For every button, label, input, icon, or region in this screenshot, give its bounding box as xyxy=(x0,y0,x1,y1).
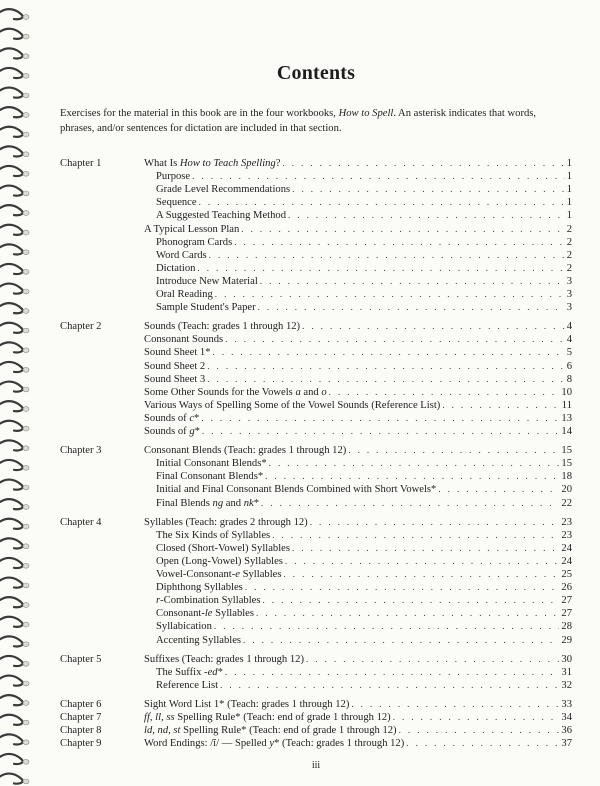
toc-entry xyxy=(156,581,572,594)
toc-entry-page: 22 xyxy=(561,497,572,509)
dot-leader xyxy=(351,698,559,711)
toc-entry xyxy=(144,360,572,373)
toc-entry-title-part: Sounds of xyxy=(144,412,190,424)
toc-entry-page: 13 xyxy=(561,412,572,424)
dot-leader xyxy=(265,470,559,483)
toc-entry-page: 2 xyxy=(566,236,572,248)
dot-leader xyxy=(207,373,564,386)
toc-entry-title-part: Closed (Short-Vowel) Syllables xyxy=(156,542,290,554)
dot-leader xyxy=(245,581,560,594)
toc-entry-page: 3 xyxy=(566,289,572,300)
toc-entry xyxy=(156,236,572,249)
toc-entry-title-part: * (Teach: grades 1 through 12) xyxy=(274,738,405,750)
toc-entry xyxy=(144,444,572,457)
toc-entry xyxy=(156,497,572,510)
toc-entry-page: 15 xyxy=(561,445,572,457)
dot-leader xyxy=(283,568,559,581)
toc-entry-page: 1 xyxy=(566,171,572,183)
dot-leader xyxy=(192,170,565,183)
dot-leader xyxy=(262,594,559,607)
toc-entry-title-part: Sounds of xyxy=(144,426,190,437)
toc-entry-page: 27 xyxy=(561,608,572,620)
toc-entry-title xyxy=(144,360,207,373)
toc-entry-title xyxy=(156,301,258,314)
spiral-coil xyxy=(0,558,29,568)
toc-entry-page: 8 xyxy=(566,373,572,385)
toc-entry-title xyxy=(156,262,197,275)
toc-entry-title-part: g xyxy=(189,426,195,437)
toc-entry-title-part: Purpose xyxy=(156,171,191,183)
spiral-coil xyxy=(0,244,29,254)
toc-entry xyxy=(144,373,572,386)
toc-entry-title xyxy=(144,737,406,750)
spiral-coil xyxy=(0,264,29,274)
dot-leader xyxy=(438,483,559,496)
spiral-binding xyxy=(0,0,34,786)
toc-entry-page: 25 xyxy=(561,569,572,580)
dot-leader xyxy=(202,425,559,438)
toc-entry-title xyxy=(144,346,213,359)
toc-entry xyxy=(156,483,572,496)
spiral-coil xyxy=(0,460,29,470)
toc-entry-title xyxy=(156,568,283,581)
toc-entry xyxy=(144,386,572,399)
dot-leader xyxy=(197,262,564,275)
dot-leader xyxy=(258,301,565,314)
dot-leader xyxy=(393,711,560,724)
toc-entry-page: 1 xyxy=(566,184,572,196)
toc-entry-title-part: Sound Sheet 2 xyxy=(144,360,206,372)
toc-entry-title-part: Sequence xyxy=(156,197,197,209)
toc-entry-title xyxy=(144,516,310,529)
toc-entry xyxy=(156,196,572,209)
toc-entry-page: 24 xyxy=(561,555,572,567)
toc-entry xyxy=(144,425,572,438)
toc-entry xyxy=(144,711,572,724)
toc-entry-title-part: Consonant Blends (Teach: grades 1 through 12) xyxy=(144,445,347,457)
spiral-coil xyxy=(0,323,29,333)
toc-entry-title xyxy=(144,724,399,737)
intro-text-after: . An asterisk indicates that words, phrases, and/or sentences for dictation are included in that section. xyxy=(60,108,537,134)
toc-entry xyxy=(144,653,572,666)
toc-entry xyxy=(144,346,572,359)
chapter-label: Chapter 8 xyxy=(60,725,102,737)
spiral-coil xyxy=(0,499,29,509)
toc-entry-title xyxy=(156,620,214,633)
toc-entry xyxy=(156,666,572,679)
toc-entry-title-part: Phonogram Cards xyxy=(156,236,233,248)
dot-leader xyxy=(261,497,559,510)
toc-entry-title-part: A Typical Lesson Plan xyxy=(144,223,240,235)
dot-leader xyxy=(207,360,564,373)
chapter-label: Chapter 2 xyxy=(60,321,102,333)
toc-entry xyxy=(156,170,572,183)
dot-leader xyxy=(234,236,564,249)
toc-entry xyxy=(156,209,572,222)
toc-entry-page: 2 xyxy=(566,262,572,274)
spiral-coil xyxy=(0,695,29,705)
toc-entry-title-part: The Suffix - xyxy=(156,666,208,678)
toc-entry-title-part: Various Ways of Spelling Some of the Vowel Sounds (Reference List) xyxy=(144,399,441,411)
toc-entry-title-part: * xyxy=(194,426,200,437)
toc-entry-title-part: Introduce New Material xyxy=(156,275,258,287)
toc-entry xyxy=(156,288,572,301)
spiral-coil xyxy=(0,440,29,450)
toc-entry-title xyxy=(156,634,243,647)
toc-entry xyxy=(144,737,572,750)
toc-entry-title-part: e xyxy=(235,569,240,580)
dot-leader xyxy=(213,346,565,359)
toc-entry-title-part: Suffixes (Teach: grades 1 through 12) xyxy=(144,653,304,665)
spiral-coil xyxy=(0,284,29,294)
spiral-coil xyxy=(0,186,29,196)
spiral-coil xyxy=(0,362,29,372)
chapter-label: Chapter 1 xyxy=(60,158,102,169)
spiral-coil xyxy=(0,9,29,19)
chapter-label: Chapter 9 xyxy=(60,738,102,750)
dot-leader xyxy=(306,653,559,666)
toc-entry-page: 1 xyxy=(566,197,572,209)
toc-entry-title-part: Syllabication xyxy=(156,621,212,633)
spiral-coil xyxy=(0,774,29,784)
toc-entry-title-part: ed xyxy=(207,666,218,678)
dot-leader xyxy=(302,320,565,333)
toc-entry-title-part: The Six Kinds of Syllables xyxy=(156,529,271,541)
toc-entry-page: 26 xyxy=(561,582,572,594)
chapter-label: Chapter 4 xyxy=(60,516,102,528)
toc-entry-title xyxy=(144,386,329,399)
toc-entry xyxy=(156,634,572,647)
toc-entry-title-part: o xyxy=(321,386,327,398)
spiral-coil xyxy=(0,29,29,39)
toc-entry-title-part: c xyxy=(189,412,195,424)
toc-entry xyxy=(156,275,572,288)
dot-leader xyxy=(292,183,565,196)
spiral-coil xyxy=(0,303,29,313)
toc-entry-title xyxy=(156,249,209,262)
toc-entry-title xyxy=(156,457,269,470)
toc-entry-page: 34 xyxy=(561,712,572,723)
page-title: Contents xyxy=(276,62,356,84)
toc-entry-title xyxy=(144,320,302,333)
spiral-coil xyxy=(0,88,29,98)
dot-leader xyxy=(201,412,559,425)
spiral-coil xyxy=(0,342,29,352)
toc-entry xyxy=(144,698,572,711)
contents-page xyxy=(60,0,572,786)
spiral-coil xyxy=(0,656,29,666)
toc-entry-page: 18 xyxy=(561,471,572,483)
toc-entry xyxy=(144,320,572,333)
toc-entry-title-part: Sample Student's Paper xyxy=(156,302,256,314)
spiral-coil xyxy=(0,734,29,744)
dot-leader xyxy=(256,607,559,620)
toc-entry-title xyxy=(156,542,292,555)
dot-leader xyxy=(310,516,560,529)
toc-entry-title-part: * xyxy=(253,497,259,509)
toc-entry-title xyxy=(144,399,442,412)
toc-entry-title xyxy=(144,698,351,711)
spiral-coil xyxy=(0,48,29,58)
toc-entry xyxy=(156,262,572,275)
toc-entry-title xyxy=(156,470,265,483)
toc-entry-title-part: Syllables xyxy=(212,608,255,620)
page-number: iii xyxy=(311,760,321,771)
dot-leader xyxy=(442,399,559,412)
toc-entry xyxy=(156,470,572,483)
toc-entry xyxy=(156,620,572,633)
toc-entry-title-part: Initial Consonant Blends* xyxy=(156,458,267,470)
spiral-coil xyxy=(0,538,29,548)
toc-entry-title-part: What Is xyxy=(144,158,180,169)
toc-entry-title-part: Final Consonant Blends* xyxy=(156,471,264,483)
toc-entry-title-part: Consonant- xyxy=(156,608,205,620)
toc-entry xyxy=(144,516,572,529)
toc-entry-title-part: and xyxy=(223,497,244,509)
toc-entry-page: 37 xyxy=(561,738,572,750)
toc-entry-title xyxy=(156,275,260,288)
toc-entry-title-part: * xyxy=(217,666,223,678)
dot-leader xyxy=(282,157,564,170)
toc-entry xyxy=(156,555,572,568)
spiral-coil xyxy=(0,127,29,137)
toc-entry-page: 2 xyxy=(566,249,572,261)
toc-entry-title-part: nk xyxy=(243,497,254,509)
dot-leader xyxy=(225,666,560,679)
toc-entry-title-part: * xyxy=(194,412,200,424)
toc-entry-page: 2 xyxy=(566,223,572,235)
toc-entry-title xyxy=(156,196,199,209)
dot-leader xyxy=(329,386,560,399)
dot-leader xyxy=(225,333,565,346)
toc-entry-title-part: ff, ll, ss xyxy=(144,712,175,723)
toc-entry-title xyxy=(144,157,282,170)
workbook-title: How to Spell xyxy=(338,108,394,119)
spiral-coil xyxy=(0,146,29,156)
toc-entry-title-part: ? xyxy=(275,158,281,169)
toc-entry-title-part: Open (Long-Vowel) Syllables xyxy=(156,555,283,567)
toc-entry-title-part: Dictation xyxy=(156,262,196,274)
toc-entry-title-part: Syllables (Teach: grades 2 through 12) xyxy=(144,516,308,528)
toc-entry xyxy=(156,529,572,542)
toc-entry-title-part: Spelling Rule* (Teach: end of grade 1 through 12) xyxy=(180,725,397,737)
dot-leader xyxy=(214,620,560,633)
toc-entry-title-part: Some Other Sounds for the Vowels xyxy=(144,386,296,398)
dot-leader xyxy=(220,679,559,692)
toc-entry-title-part: Consonant Sounds xyxy=(144,334,224,346)
toc-entry xyxy=(144,333,572,346)
toc-entry-page: 33 xyxy=(561,698,572,710)
toc-entry-title xyxy=(144,333,225,346)
toc-entry-title-part: -Combination Syllables xyxy=(160,595,261,607)
toc-entry-page: 1 xyxy=(566,158,572,169)
spiral-coil xyxy=(0,382,29,392)
toc-entry-title xyxy=(156,183,292,196)
dot-leader xyxy=(272,529,559,542)
toc-entry-page: 1 xyxy=(566,210,572,222)
toc-entry-title xyxy=(144,425,202,438)
toc-entry-page: 27 xyxy=(561,595,572,607)
dot-leader xyxy=(199,196,565,209)
toc-entry-title-part: Vowel-Consonant- xyxy=(156,569,236,580)
toc-entry-page: 28 xyxy=(561,621,572,633)
toc-entry-title xyxy=(156,170,192,183)
dot-leader xyxy=(285,555,559,568)
toc-entry-page: 11 xyxy=(561,399,572,411)
spiral-coil xyxy=(0,225,29,235)
toc-entry-title-part: ng xyxy=(212,497,224,509)
toc-entry-title-part: and xyxy=(300,386,322,398)
toc-entry-title-part: Initial and Final Consonant Blends Combined with Short Vowels* xyxy=(156,484,437,496)
toc-entry-title-part: Sight Word List 1* (Teach: grades 1 through 12) xyxy=(144,698,350,710)
toc-entry-title xyxy=(144,373,207,386)
intro-text-before: Exercises for the material in this book are in the four workbooks, xyxy=(60,108,339,119)
toc-entry xyxy=(156,457,572,470)
toc-entry-title xyxy=(144,412,201,425)
toc-entry xyxy=(144,412,572,425)
toc-entry-page: 10 xyxy=(561,386,572,398)
dot-leader xyxy=(269,457,560,470)
toc-entry-title xyxy=(156,529,272,542)
dot-leader xyxy=(241,223,564,236)
dot-leader xyxy=(348,444,559,457)
toc-entry-title-part: r xyxy=(156,595,161,607)
spiral-coil xyxy=(0,578,29,588)
spiral-coil xyxy=(0,107,29,117)
toc-entry-title xyxy=(156,288,215,301)
toc-entry-page: 29 xyxy=(561,634,572,646)
toc-entry-title xyxy=(156,555,285,568)
toc-entry-title-part: Grade Level Recommendations xyxy=(156,184,291,196)
dot-leader xyxy=(260,275,565,288)
toc-entry-page: 14 xyxy=(561,426,572,437)
dot-leader xyxy=(399,724,560,737)
toc-entry-page: 24 xyxy=(561,542,572,554)
spiral-coil xyxy=(0,205,29,215)
toc-entry-page: 15 xyxy=(561,458,572,470)
toc-entry-title-part: Diphthong Syllables xyxy=(156,582,243,594)
spiral-coil xyxy=(0,68,29,78)
chapter-label: Chapter 3 xyxy=(60,445,102,457)
toc-entry-title xyxy=(156,679,220,692)
spiral-coil xyxy=(0,166,29,176)
toc-entry-page: 4 xyxy=(566,321,572,333)
dot-leader xyxy=(288,209,565,222)
toc-entry-title xyxy=(156,607,256,620)
toc-entry-page: 4 xyxy=(566,334,572,346)
toc-entry-title xyxy=(144,444,348,457)
toc-entry-page: 3 xyxy=(566,302,572,314)
toc-entry-title-part: Reference List xyxy=(156,679,219,691)
toc-entry xyxy=(156,249,572,262)
dot-leader xyxy=(243,634,559,647)
toc-entry-title-part: Sound Sheet 1* xyxy=(144,347,211,359)
toc-entry-page: 31 xyxy=(561,666,572,678)
toc-entry xyxy=(156,301,572,314)
chapter-label: Chapter 5 xyxy=(60,653,102,665)
toc-entry xyxy=(156,542,572,555)
spiral-coil xyxy=(0,421,29,431)
toc-entry-title-part: Final Blends xyxy=(156,497,213,509)
toc-entry-title-part: Word Endings: /ĭ/ — Spelled xyxy=(144,738,270,750)
toc-entry-title-part: Syllables xyxy=(239,569,282,580)
toc-entry-title-part: Sound Sheet 3 xyxy=(144,373,206,385)
toc-entry-title xyxy=(156,581,245,594)
toc-entry-page: 5 xyxy=(566,347,572,359)
toc-entry xyxy=(144,157,572,170)
toc-entry-title-part: Accenting Syllables xyxy=(156,634,242,646)
toc-entry-page: 23 xyxy=(561,516,572,528)
toc-entry-title xyxy=(144,653,306,666)
toc-entry xyxy=(156,568,572,581)
toc-entry-page: 6 xyxy=(566,360,572,372)
toc-entry xyxy=(144,724,572,737)
chapter-label: Chapter 7 xyxy=(60,712,102,723)
toc-entry-page: 3 xyxy=(566,275,572,287)
toc-entry xyxy=(156,607,572,620)
dot-leader xyxy=(406,737,559,750)
toc-entry-title-part: ld, nd, st xyxy=(144,725,181,737)
spiral-coil xyxy=(0,676,29,686)
spiral-coil xyxy=(0,754,29,764)
toc-entry-title-part: Sounds (Teach: grades 1 through 12) xyxy=(144,321,301,333)
toc-entry-title-part: le xyxy=(204,608,213,620)
toc-entry-title xyxy=(144,223,241,236)
spiral-coil xyxy=(0,480,29,490)
spiral-coil xyxy=(0,597,29,607)
toc-entry xyxy=(144,223,572,236)
toc-entry-page: 20 xyxy=(561,484,572,496)
toc-entry-title-part: y xyxy=(269,738,275,750)
toc-entry-title xyxy=(144,711,393,724)
spiral-coil xyxy=(0,617,29,627)
toc-entry-page: 36 xyxy=(561,725,572,737)
toc-entry xyxy=(156,594,572,607)
toc-entry-title-part: Spelling Rule* (Teach: end of grade 1 through 12) xyxy=(174,712,391,723)
toc-entry-title xyxy=(156,209,288,222)
toc-entry-page: 23 xyxy=(561,529,572,541)
toc-entry xyxy=(156,183,572,196)
toc-entry-title xyxy=(156,594,262,607)
toc-entry-title xyxy=(156,236,234,249)
toc-entry-title xyxy=(156,483,438,496)
chapter-label: Chapter 6 xyxy=(60,698,102,710)
toc-entry-title-part: A Suggested Teaching Method xyxy=(156,210,286,222)
spiral-coil xyxy=(0,715,29,725)
spiral-coil xyxy=(0,401,29,411)
dot-leader xyxy=(215,288,565,301)
toc-entry-page: 32 xyxy=(561,679,572,691)
spiral-coil xyxy=(0,636,29,646)
toc-entry xyxy=(144,399,572,412)
toc-entry-title-part: How to Teach Spelling xyxy=(179,158,276,169)
toc-entry-title-part: Oral Reading xyxy=(156,289,213,300)
toc-entry-title-part: Word Cards xyxy=(156,249,207,261)
toc-entry-title xyxy=(156,666,225,679)
toc-entry-title-part: a xyxy=(295,386,301,398)
toc-entry-page: 30 xyxy=(561,653,572,665)
spiral-coil xyxy=(0,519,29,529)
toc-entry-title xyxy=(156,497,261,510)
dot-leader xyxy=(292,542,559,555)
toc-entry xyxy=(156,679,572,692)
dot-leader xyxy=(209,249,565,262)
intro-paragraph xyxy=(60,106,572,136)
